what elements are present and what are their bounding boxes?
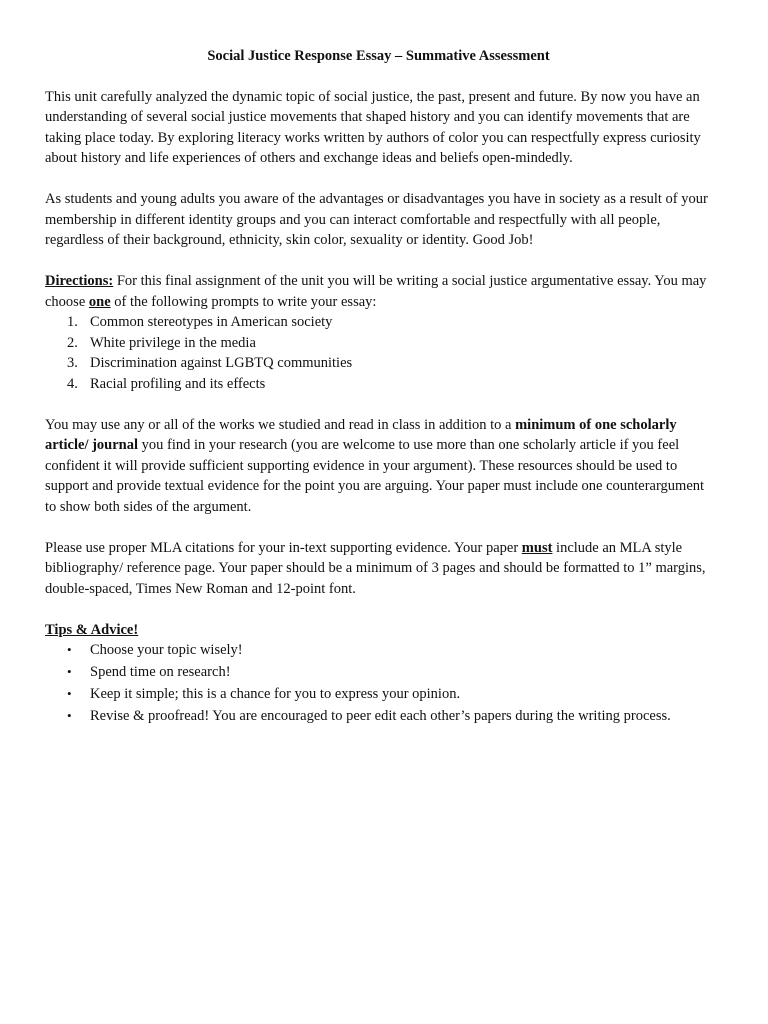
- list-item: [45, 662, 712, 683]
- list-item-text: Choose your topic wisely!: [90, 642, 243, 658]
- directions-text-a: For this final assignment of the unit you will be writing a social justice argumentative essay. You may choose: [45, 273, 707, 310]
- mla-emphasis: must: [521, 539, 553, 556]
- list-item-number: 1.: [67, 314, 78, 330]
- bullet-icon: •: [67, 708, 72, 723]
- sources-text-a: You may use any or all of the works we studied and read in class in addition to a: [45, 416, 516, 433]
- list-item: [45, 640, 712, 661]
- bullet-icon: •: [67, 642, 72, 657]
- list-item: [45, 706, 712, 727]
- list-item-text: Revise & proofread! You are encouraged to peer edit each other’s papers during the writing process.: [90, 708, 671, 724]
- list-item-text: Racial profiling and its effects: [90, 375, 266, 392]
- sources-paragraph: [45, 415, 712, 518]
- bullet-icon: •: [67, 686, 72, 701]
- list-item-text: Keep it simple; this is a chance for you to express your opinion.: [90, 686, 461, 702]
- directions-paragraph: [45, 271, 712, 312]
- tips-heading: Tips & Advice!: [45, 621, 139, 638]
- mla-paragraph: [45, 538, 712, 600]
- list-item-number: 3.: [67, 355, 78, 371]
- tips-list: [45, 640, 712, 727]
- directions-label: Directions:: [45, 273, 114, 289]
- mla-text-b: include an MLA style bibliography/ reference page. Your paper should be a minimum of 3 pages and should be formatted to 1” margins, double-spaced, Times New Roman and 12-point font.: [45, 539, 706, 597]
- list-item: [45, 374, 712, 395]
- list-item: [45, 684, 712, 705]
- list-item-text: White privilege in the media: [90, 334, 256, 351]
- identity-paragraph: As students and young adults you aware of the advantages or disadvantages you have in society as a result of your membership in different identity groups and you can interact comfortable and respectfully with all people, regardless of their background, ethnicity, skin color, sexuality or identity. Good Job!: [45, 191, 708, 248]
- sources-text-b: you find in your research (you are welcome to use more than one scholarly article if you feel confident it will provide sufficient supporting evidence in your argument). These resources should be used to support and provide textual evidence for the point you are arguing. Your paper must include one counterargument to show both sides of the argument.: [45, 437, 705, 515]
- list-item-number: 2.: [67, 334, 78, 351]
- list-item: [45, 353, 712, 374]
- mla-text-a: Please use proper MLA citations for your in-text supporting evidence. Your paper: [45, 539, 522, 556]
- bullet-icon: •: [67, 664, 72, 679]
- list-item-text: Spend time on research!: [90, 664, 231, 680]
- directions-text-b: of the following prompts to write your essay:: [110, 293, 377, 310]
- list-item-text: Discrimination against LGBTQ communities: [90, 355, 353, 371]
- list-item: [45, 333, 712, 354]
- list-item-number: 4.: [67, 375, 78, 392]
- intro-paragraph: This unit carefully analyzed the dynamic topic of social justice, the past, present and future. By now you have an understanding of several social justice movements that shaped history and you can identify movements that are taking place today. By exploring literacy works written by authors of color you can respectfully express curiosity about history and life experiences of others and exchange ideas and beliefs open-mindedly.: [45, 88, 701, 166]
- document-title: Social Justice Response Essay – Summative Assessment: [207, 48, 550, 64]
- prompt-list: [45, 312, 712, 394]
- list-item: [45, 312, 712, 333]
- sources-bold: minimum of one scholarly article/ journal: [45, 416, 677, 453]
- list-item-text: Common stereotypes in American society: [90, 314, 333, 330]
- directions-emphasis: one: [88, 293, 111, 310]
